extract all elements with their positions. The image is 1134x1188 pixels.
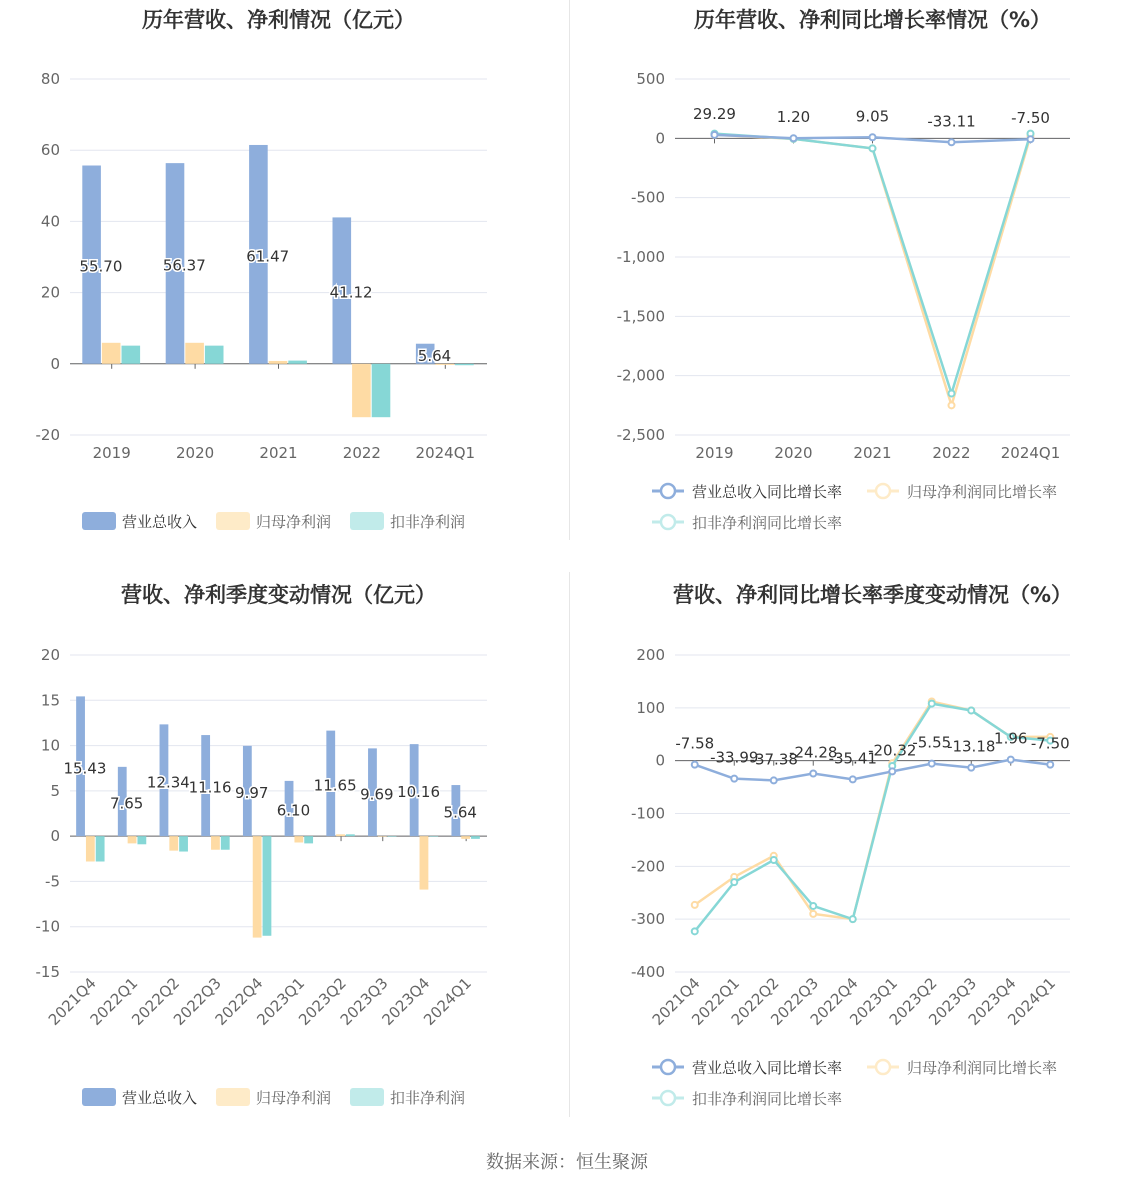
data-label: 1.20 <box>776 108 811 127</box>
data-label: -7.58 <box>675 734 715 753</box>
data-point <box>771 857 777 863</box>
x-tick-label: 2024Q1 <box>1000 444 1061 462</box>
data-point <box>692 762 698 768</box>
bar-deducted <box>121 346 140 364</box>
data-label: 9.69 <box>360 785 394 804</box>
bar-netprofit <box>378 836 387 837</box>
data-label: -33.11 <box>927 112 976 131</box>
data-label: 55.70 <box>79 257 123 276</box>
annual-revenue-profit-chart <box>0 0 567 545</box>
x-tick-label: 2019 <box>92 444 131 462</box>
legend-label: 营业总收入同比增长率 <box>692 1059 843 1077</box>
data-point <box>929 761 935 767</box>
bar-deducted <box>471 836 480 839</box>
chart-title: 历年营收、净利情况（亿元） <box>142 8 415 32</box>
quarterly-revenue-profit-chart <box>0 575 567 1120</box>
y-tick-label: 100 <box>636 698 665 717</box>
x-tick-label: 2020 <box>774 444 813 462</box>
data-point <box>731 879 737 885</box>
x-tick-label: 2023Q2 <box>295 974 350 1029</box>
bar-deducted <box>221 836 230 850</box>
bar-deducted <box>455 364 474 365</box>
bar-netprofit <box>185 343 204 364</box>
data-label: -7.50 <box>1030 734 1070 753</box>
data-label: 7.65 <box>109 794 144 813</box>
data-point <box>692 928 698 934</box>
legend-label: 归母净利润同比增长率 <box>907 483 1058 501</box>
data-point <box>968 707 974 713</box>
x-tick-label: 2023Q2 <box>885 974 941 1029</box>
x-tick-label: 2023Q4 <box>964 974 1020 1029</box>
data-label: 1.96 <box>994 729 1028 748</box>
legend-label: 归母净利润 <box>256 1089 332 1107</box>
legend-label: 扣非净利润 <box>390 1089 466 1107</box>
legend-label: 扣非净利润 <box>390 513 466 531</box>
quarterly-growth-rate-chart <box>567 575 1134 1120</box>
x-tick-label: 2022 <box>932 444 971 462</box>
y-tick-label: 0 <box>50 827 60 846</box>
x-tick-label: 2022Q4 <box>211 974 267 1029</box>
data-label: -13.18 <box>947 737 996 756</box>
data-point <box>771 777 777 783</box>
y-tick-label: 15 <box>40 691 60 710</box>
bar-netprofit <box>294 836 303 842</box>
x-tick-label: 2023Q1 <box>253 974 309 1029</box>
data-point <box>1047 762 1053 768</box>
chart-title: 营收、净利季度变动情况（亿元） <box>121 583 436 607</box>
data-label: 6.10 <box>276 801 311 820</box>
y-tick-label: -10 <box>35 917 60 936</box>
data-label: -24.28 <box>789 743 838 762</box>
bar-netprofit <box>86 836 95 861</box>
data-point <box>810 770 816 776</box>
x-tick-label: 2022Q2 <box>727 974 783 1029</box>
bar-netprofit <box>352 364 371 417</box>
data-point <box>791 135 797 141</box>
x-tick-label: 2022Q3 <box>767 974 823 1029</box>
data-point <box>929 701 935 707</box>
x-tick-label: 2022Q1 <box>86 974 142 1029</box>
x-tick-label: 2021 <box>853 444 892 462</box>
legend-label: 归母净利润 <box>256 513 332 531</box>
bar-deducted <box>304 836 313 843</box>
data-label: 12.34 <box>146 773 190 792</box>
x-tick-label: 2022Q1 <box>688 974 744 1029</box>
bar-netprofit <box>461 836 470 839</box>
bar-netprofit <box>336 834 345 836</box>
bar-netprofit <box>102 343 121 364</box>
legend-marker <box>876 1060 890 1074</box>
data-point <box>949 390 955 396</box>
series-line-deducted <box>715 134 1031 394</box>
bar-deducted <box>137 836 146 844</box>
data-label: -20.32 <box>868 741 917 760</box>
data-point <box>850 916 856 922</box>
x-tick-label: 2020 <box>176 444 215 462</box>
data-point <box>731 776 737 782</box>
data-label: 5.64 <box>443 803 477 822</box>
y-tick-label: 80 <box>40 70 60 88</box>
bar-netprofit <box>169 836 178 850</box>
data-point <box>889 768 895 774</box>
data-label: 10.16 <box>397 783 441 802</box>
y-tick-label: -500 <box>630 188 665 207</box>
x-tick-label: 2024Q1 <box>420 974 475 1029</box>
legend-label: 归母净利润同比增长率 <box>907 1059 1058 1077</box>
data-label: 15.43 <box>63 759 107 778</box>
data-label: 11.16 <box>188 778 232 797</box>
bar-deducted <box>263 836 272 936</box>
data-point <box>810 903 816 909</box>
data-label: 5.64 <box>417 346 452 365</box>
legend-swatch <box>216 1088 250 1106</box>
annual-growth-rate-chart <box>567 0 1134 545</box>
legend-swatch <box>216 512 250 530</box>
data-point <box>949 139 955 145</box>
legend-label: 营业总收入 <box>122 1089 198 1107</box>
data-label: 11.65 <box>313 776 357 795</box>
data-point <box>692 902 698 908</box>
y-tick-label: -2,000 <box>616 366 665 385</box>
bar-deducted <box>388 836 397 837</box>
data-label: 29.29 <box>693 104 736 123</box>
y-tick-label: -100 <box>630 804 665 823</box>
data-label: -5.55 <box>912 733 952 752</box>
x-tick-label: 2022Q2 <box>128 974 184 1029</box>
x-tick-label: 2019 <box>695 444 734 462</box>
y-tick-label: 500 <box>636 70 665 88</box>
data-label: 9.97 <box>235 783 269 802</box>
y-tick-label: 40 <box>40 212 60 231</box>
data-point <box>949 402 955 408</box>
legend-label: 扣非净利润同比增长率 <box>692 1090 843 1108</box>
bar-deducted <box>429 836 438 837</box>
chart-title: 历年营收、净利同比增长率情况（%） <box>693 8 1052 32</box>
legend-marker <box>661 515 675 529</box>
legend-marker <box>661 484 675 498</box>
data-label: 41.12 <box>329 283 373 302</box>
y-tick-label: -15 <box>35 963 60 981</box>
data-point <box>712 132 718 138</box>
y-tick-label: 0 <box>655 751 665 770</box>
data-point <box>1028 136 1034 142</box>
bar-deducted <box>179 836 188 851</box>
y-tick-label: 200 <box>636 646 665 664</box>
data-label: -37.38 <box>749 750 798 769</box>
x-tick-label: 2022Q3 <box>169 974 225 1029</box>
bar-deducted <box>96 836 105 861</box>
y-tick-label: -1,500 <box>616 307 665 326</box>
data-label: 56.37 <box>162 256 206 275</box>
legend-swatch <box>350 1088 384 1106</box>
data-point <box>850 776 856 782</box>
legend-label: 营业总收入同比增长率 <box>692 483 843 501</box>
data-label: -35.41 <box>828 749 877 768</box>
x-tick-label: 2022 <box>342 444 381 462</box>
bar-netprofit <box>253 836 262 937</box>
bar-netprofit <box>128 836 137 843</box>
y-tick-label: 0 <box>655 129 665 148</box>
legend-swatch <box>350 512 384 530</box>
y-tick-label: 20 <box>40 283 60 302</box>
data-point <box>870 145 876 151</box>
bar-netprofit <box>420 836 429 889</box>
x-tick-label: 2023Q4 <box>378 974 434 1029</box>
legend-label: 扣非净利润同比增长率 <box>692 514 843 532</box>
bar-deducted <box>346 834 355 836</box>
bar-deducted <box>372 364 391 417</box>
data-label: 9.05 <box>855 107 890 126</box>
x-tick-label: 2023Q1 <box>846 974 902 1029</box>
data-point <box>968 765 974 771</box>
bar-deducted <box>205 346 224 364</box>
data-label: -33.99 <box>710 748 759 767</box>
x-tick-label: 2021Q4 <box>44 974 100 1029</box>
y-tick-label: -200 <box>630 857 665 876</box>
bar-netprofit <box>269 361 288 364</box>
x-tick-label: 2023Q3 <box>925 974 981 1029</box>
data-point <box>810 911 816 917</box>
bar-netprofit <box>211 836 220 850</box>
y-tick-label: -20 <box>35 426 60 444</box>
y-tick-label: 0 <box>50 354 60 373</box>
series-line-netprofit <box>715 135 1031 406</box>
x-tick-label: 2021 <box>259 444 298 462</box>
x-tick-label: 2021Q4 <box>648 974 704 1029</box>
y-tick-label: -2,500 <box>616 426 665 444</box>
y-tick-label: -5 <box>45 872 60 891</box>
data-point <box>1008 757 1014 763</box>
legend-marker <box>661 1060 675 1074</box>
data-label: 61.47 <box>246 247 290 266</box>
y-tick-label: -300 <box>630 910 665 929</box>
legend-label: 营业总收入 <box>122 513 198 531</box>
legend-swatch <box>82 512 116 530</box>
y-tick-label: 5 <box>50 781 60 800</box>
data-point <box>870 134 876 140</box>
x-tick-label: 2024Q1 <box>1004 974 1060 1029</box>
y-tick-label: 20 <box>40 646 60 664</box>
data-label: -7.50 <box>1011 109 1050 128</box>
chart-title: 营收、净利同比增长率季度变动情况（%） <box>672 583 1073 607</box>
x-tick-label: 2022Q4 <box>806 974 862 1029</box>
legend-marker <box>876 484 890 498</box>
bar-deducted <box>288 361 307 364</box>
y-tick-label: -400 <box>630 963 665 981</box>
legend-swatch <box>82 1088 116 1106</box>
data-source-note: 数据来源：恒生聚源 <box>486 1152 648 1173</box>
y-tick-label: 10 <box>40 736 60 755</box>
x-tick-label: 2024Q1 <box>415 444 476 462</box>
legend-marker <box>661 1091 675 1105</box>
y-tick-label: -1,000 <box>616 248 665 266</box>
x-tick-label: 2023Q3 <box>336 974 392 1029</box>
y-tick-label: 60 <box>40 141 60 160</box>
